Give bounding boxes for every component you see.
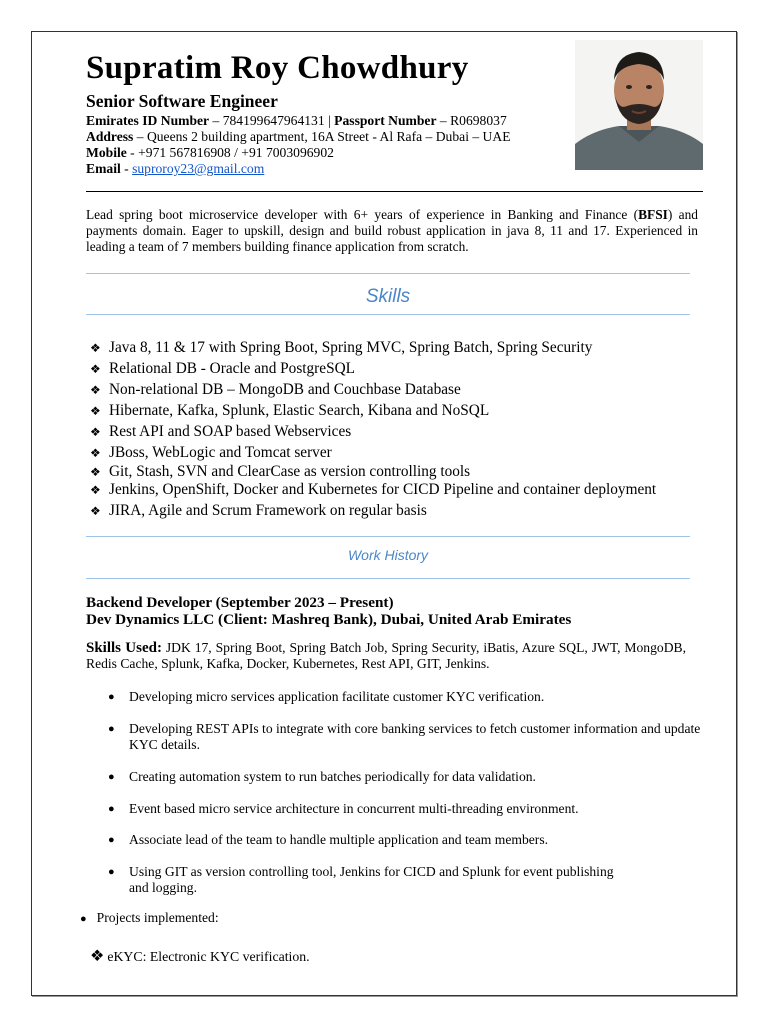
bullet-dot-icon: ● xyxy=(108,771,115,783)
projects-heading: ● Projects implemented: xyxy=(80,910,219,925)
skills-used-label: Skills Used: xyxy=(86,640,162,656)
profile-photo xyxy=(575,40,703,170)
address-line xyxy=(86,129,511,145)
email-line xyxy=(86,161,264,177)
diamond-bullet-icon: ❖ xyxy=(90,948,105,965)
candidate-name: Supratim Roy Chowdhury xyxy=(86,50,469,86)
summary-text-2: ) and payments domain. Eager to upskill, design and build robust application in java 8, 11 and 17. Experienced in leading a team of 7 members building finance application from scratch. xyxy=(86,207,698,254)
profile-photo-illustration xyxy=(575,40,703,170)
skill-item: ❖ Java 8, 11 & 17 with Spring Boot, Spring MVC, Spring Batch, Spring Security xyxy=(90,337,656,358)
mobile-label: Mobile xyxy=(86,145,127,160)
mobile-line xyxy=(86,145,334,161)
skills-heading: Skills xyxy=(365,286,411,307)
address-value: – Queens 2 building apartment, 16A Street - Al Rafa – Dubai – UAE xyxy=(133,129,511,144)
email-link[interactable]: suproroy23@gmail.com xyxy=(132,161,265,176)
skills-bottom-rule xyxy=(86,314,690,315)
skill-item: ❖ Relational DB - Oracle and PostgreSQL xyxy=(90,358,656,379)
skills-used-value: JDK 17, Spring Boot, Spring Batch Job, Spring Security, iBatis, Azure SQL, JWT, MongoDB, Redis Cache, Splunk, Kafka, Docker, Kubernetes, Rest API, GIT, Jenkins. xyxy=(86,640,686,671)
skills-list xyxy=(90,337,656,521)
mobile-value: - +971 567816908 / +91 7003096902 xyxy=(126,145,334,160)
id-line xyxy=(86,113,507,129)
skills-used xyxy=(86,640,686,672)
diamond-bullet-icon: ❖ xyxy=(90,483,101,497)
diamond-bullet-icon: ❖ xyxy=(90,383,101,397)
passport-label: Passport Number xyxy=(334,113,437,128)
bullet-dot-icon: ● xyxy=(80,913,87,925)
skill-item: ❖ Non-relational DB – MongoDB and Couchbase Database xyxy=(90,379,656,400)
email-label: Email xyxy=(86,161,121,176)
skill-item: ❖ Git, Stash, SVN and ClearCase as version controlling tools xyxy=(90,463,471,480)
passport-value: – R0698037 xyxy=(436,113,507,128)
skills-top-rule xyxy=(86,273,690,274)
job-company: Dev Dynamics LLC (Client: Mashreq Bank), Dubai, United Arab Emirates xyxy=(86,611,572,628)
diamond-bullet-icon: ❖ xyxy=(90,504,101,518)
diamond-bullet-icon: ❖ xyxy=(90,362,101,376)
skill-item: ❖ Jenkins, OpenShift, Docker and Kubernetes for CICD Pipeline and container deployment xyxy=(90,479,656,500)
skill-item: ❖ JBoss, WebLogic and Tomcat server xyxy=(90,442,656,463)
diamond-bullet-icon: ❖ xyxy=(90,341,101,355)
summary-text-1: Lead spring boot microservice developer with 6+ years of experience in Banking and Finance ( xyxy=(86,207,639,222)
diamond-bullet-icon: ❖ xyxy=(90,446,101,460)
candidate-role: Senior Software Engineer xyxy=(86,91,278,111)
bullet-dot-icon: ● xyxy=(108,803,115,815)
work-bottom-rule xyxy=(86,578,690,579)
work-heading: Work History xyxy=(347,547,429,563)
project-item: ❖ eKYC: Electronic KYC verification. xyxy=(90,948,310,965)
bullet-dot-icon: ● xyxy=(108,723,115,735)
diamond-bullet-icon: ❖ xyxy=(90,404,101,418)
diamond-bullet-icon: ❖ xyxy=(90,465,101,479)
email-separator: - xyxy=(120,161,133,176)
header-divider xyxy=(86,191,703,192)
skill-item: ❖ JIRA, Agile and Scrum Framework on regular basis xyxy=(90,500,656,521)
skill-item: ❖ Hibernate, Kafka, Splunk, Elastic Search, Kibana and NoSQL xyxy=(90,400,656,421)
emirates-label: Emirates ID Number xyxy=(86,113,210,128)
bullet-dot-icon: ● xyxy=(108,866,115,878)
summary-paragraph xyxy=(86,207,698,255)
diamond-bullet-icon: ❖ xyxy=(90,425,101,439)
job-header xyxy=(86,594,571,628)
bullet-dot-icon: ● xyxy=(108,834,115,846)
skill-item: ❖ Rest API and SOAP based Webservices xyxy=(90,421,656,442)
summary-bold: BFSI xyxy=(638,207,668,222)
work-top-rule xyxy=(86,536,690,537)
emirates-value: – 784199647964131 | xyxy=(209,113,335,128)
bullet-dot-icon: ● xyxy=(108,691,115,703)
job-title: Backend Developer (September 2023 – Present) xyxy=(86,594,394,611)
address-label: Address xyxy=(86,129,134,144)
